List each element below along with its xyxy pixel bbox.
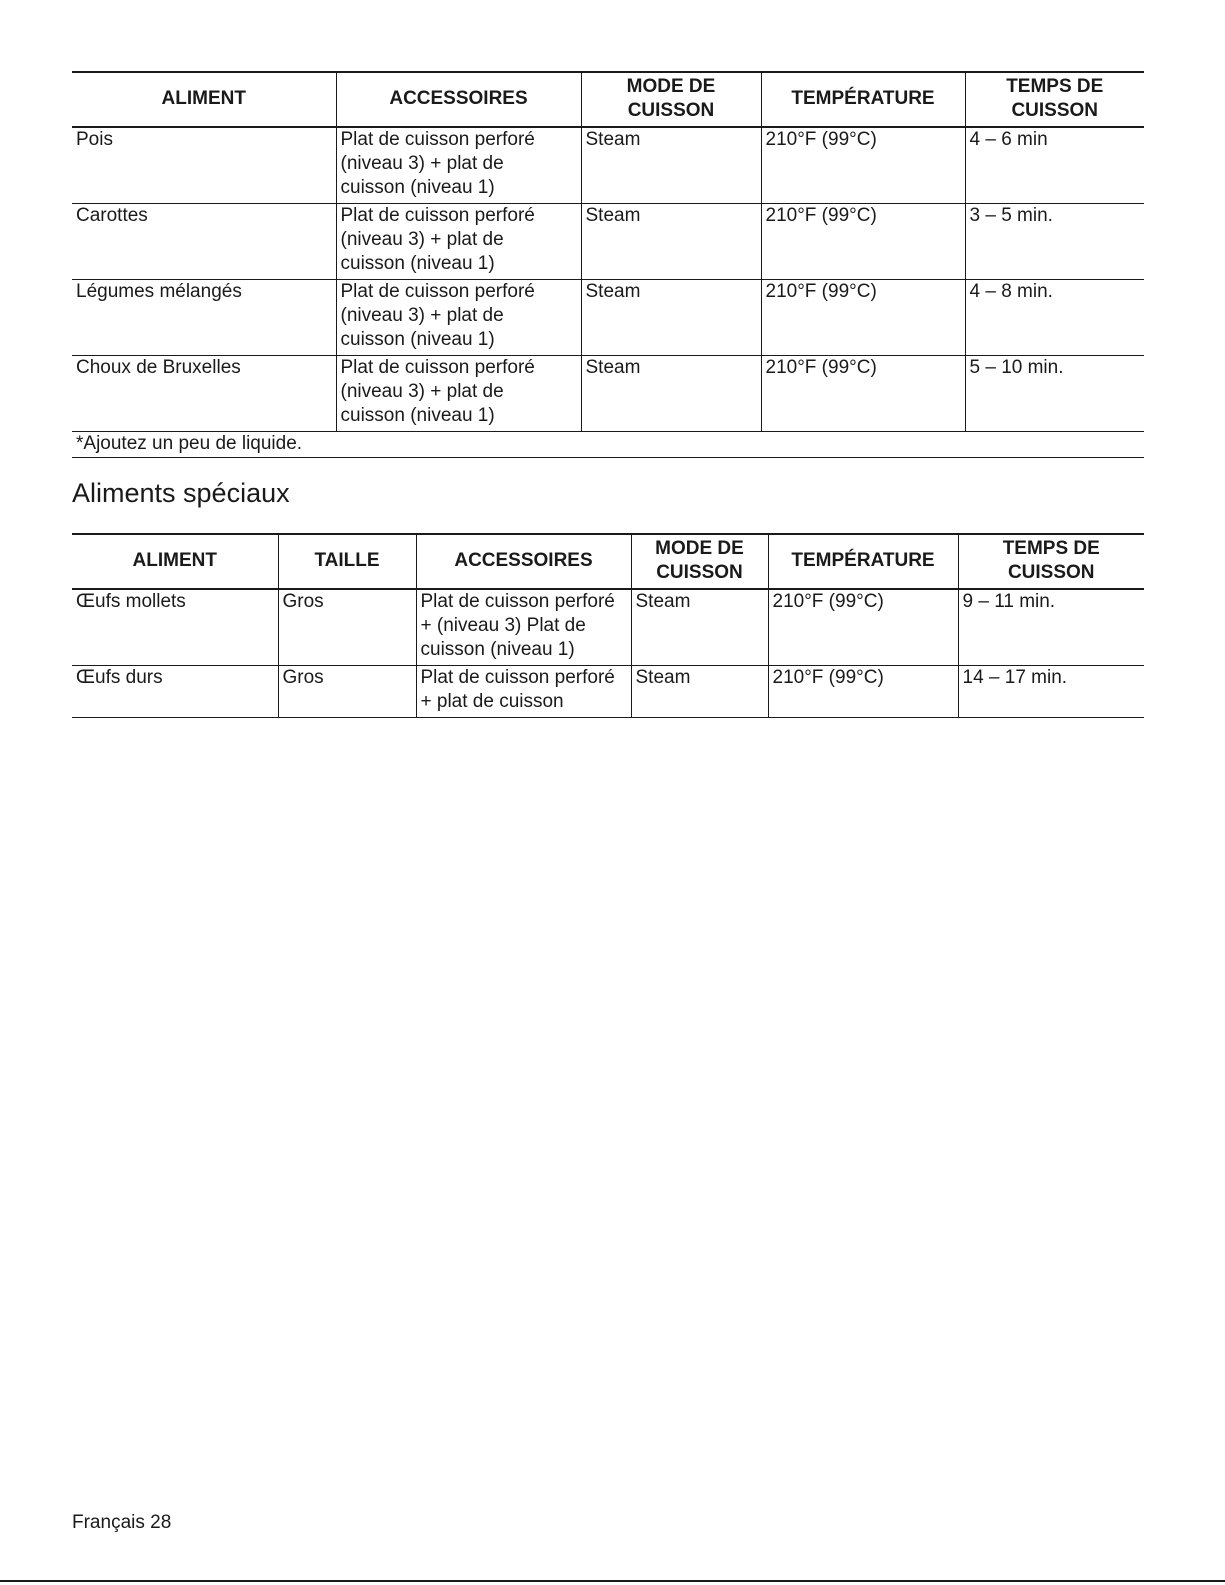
column-header-temperature: TEMPÉRATURE — [768, 534, 958, 589]
column-header-aliment: ALIMENT — [72, 72, 336, 127]
column-header-mode-de-cuisson: MODE DE CUISSON — [631, 534, 768, 589]
cell-accessoires: Plat de cuisson perforé (niveau 3) + plat de cuisson (niveau 1) — [336, 356, 581, 432]
cell-temperature: 210°F (99°C) — [768, 666, 958, 718]
cell-temps: 3 – 5 min. — [965, 204, 1144, 280]
table-header-row — [72, 72, 1144, 127]
cell-accessoires: Plat de cuisson perforé + (niveau 3) Plat de cuisson (niveau 1) — [416, 589, 631, 666]
column-header-accessoires: ACCESSOIRES — [416, 534, 631, 589]
table-footnote: *Ajoutez un peu de liquide. — [72, 432, 1144, 458]
table-row — [72, 356, 1144, 432]
cell-temps: 4 – 8 min. — [965, 280, 1144, 356]
cell-temperature: 210°F (99°C) — [761, 356, 965, 432]
cell-accessoires: Plat de cuisson perforé (niveau 3) + plat de cuisson (niveau 1) — [336, 204, 581, 280]
cell-accessoires: Plat de cuisson perforé + plat de cuisson — [416, 666, 631, 718]
cell-aliment: Œufs durs — [72, 666, 278, 718]
vegetables-cooking-table — [72, 71, 1144, 458]
page-number: Français 28 — [72, 1512, 172, 1533]
column-header-temps-de-cuisson: TEMPS DE CUISSON — [958, 534, 1144, 589]
section-heading: Aliments spéciaux — [72, 478, 290, 508]
cell-accessoires: Plat de cuisson perforé (niveau 3) + plat de cuisson (niveau 1) — [336, 127, 581, 204]
cell-temps: 5 – 10 min. — [965, 356, 1144, 432]
cell-temperature: 210°F (99°C) — [761, 127, 965, 204]
column-header-temperature: TEMPÉRATURE — [761, 72, 965, 127]
cell-temps: 14 – 17 min. — [958, 666, 1144, 718]
table-row — [72, 280, 1144, 356]
cell-temperature: 210°F (99°C) — [761, 280, 965, 356]
table-row — [72, 589, 1144, 666]
column-header-aliment: ALIMENT — [72, 534, 278, 589]
footnote-row — [72, 432, 1144, 458]
cell-mode: Steam — [581, 127, 761, 204]
table-row — [72, 204, 1144, 280]
table-row — [72, 127, 1144, 204]
cell-mode: Steam — [581, 204, 761, 280]
cell-aliment: Carottes — [72, 204, 336, 280]
cell-mode: Steam — [631, 666, 768, 718]
cell-aliment: Pois — [72, 127, 336, 204]
cell-aliment: Légumes mélangés — [72, 280, 336, 356]
column-header-temps-de-cuisson: TEMPS DE CUISSON — [965, 72, 1144, 127]
column-header-taille: TAILLE — [278, 534, 416, 589]
cell-aliment: Œufs mollets — [72, 589, 278, 666]
column-header-mode-de-cuisson: MODE DE CUISSON — [581, 72, 761, 127]
cell-temps: 9 – 11 min. — [958, 589, 1144, 666]
column-header-accessoires: ACCESSOIRES — [336, 72, 581, 127]
cell-mode: Steam — [581, 356, 761, 432]
bottom-divider — [0, 1580, 1225, 1582]
table-header-row — [72, 534, 1144, 589]
cell-accessoires: Plat de cuisson perforé (niveau 3) + plat de cuisson (niveau 1) — [336, 280, 581, 356]
cell-temps: 4 – 6 min — [965, 127, 1144, 204]
table-row — [72, 666, 1144, 718]
cell-temperature: 210°F (99°C) — [768, 589, 958, 666]
cell-aliment: Choux de Bruxelles — [72, 356, 336, 432]
cell-temperature: 210°F (99°C) — [761, 204, 965, 280]
cell-taille: Gros — [278, 589, 416, 666]
cell-mode: Steam — [581, 280, 761, 356]
special-foods-cooking-table — [72, 533, 1144, 718]
cell-mode: Steam — [631, 589, 768, 666]
cell-taille: Gros — [278, 666, 416, 718]
